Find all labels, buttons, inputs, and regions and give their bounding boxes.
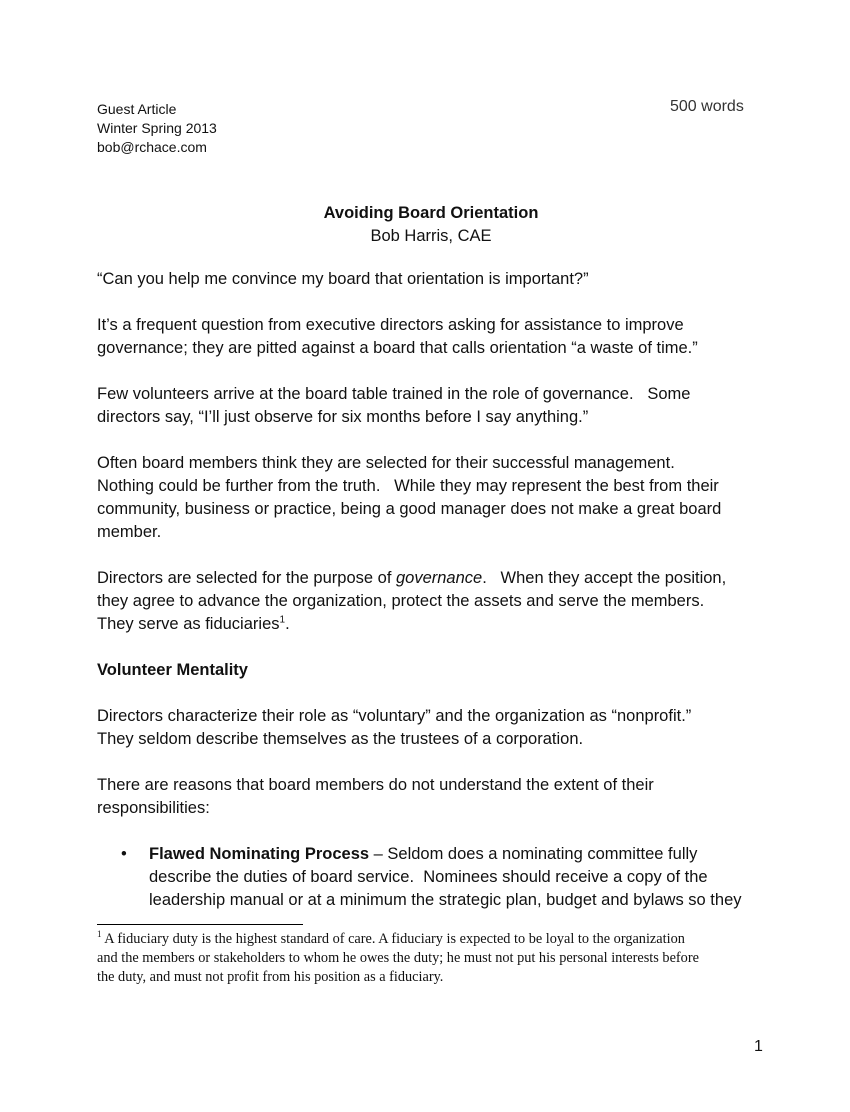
footnote	[97, 930, 777, 987]
article-title: Avoiding Board Orientation	[323, 204, 539, 222]
footnote-marker: 1	[97, 929, 102, 940]
paragraph-line: It’s a frequent question from executive directors asking for assistance to improve	[97, 316, 684, 334]
text-run: – Seldom does a nominating committee fully	[369, 845, 698, 863]
header-info	[97, 100, 217, 157]
bullet-marker: •	[121, 845, 127, 863]
footnote-divider	[97, 924, 303, 925]
text-run: . When they accept the position,	[482, 569, 727, 587]
paragraph-line: leadership manual or at a minimum the strategic plan, budget and bylaws so they	[149, 891, 742, 909]
footnote-reference: 1	[279, 614, 286, 626]
paragraph-line: Nothing could be further from the truth. While they may represent the best from their	[97, 477, 719, 495]
reasons-list	[97, 843, 777, 912]
paragraph-line: “Can you help me convince my board that orientation is important?”	[97, 270, 589, 288]
paragraph-line: member.	[97, 523, 162, 541]
paragraph-5	[97, 567, 777, 636]
paragraph-1	[97, 268, 777, 291]
paragraph-2	[97, 314, 777, 360]
paragraph-line: Often board members think they are selected for their successful management.	[97, 454, 675, 472]
paragraph-line: directors say, “I’ll just observe for six months before I say anything.”	[97, 408, 589, 426]
paragraph-line: they agree to advance the organization, protect the assets and serve the members.	[97, 592, 705, 610]
text-run: A fiduciary duty is the highest standard of care. A fiduciary is expected to be loyal to the organization	[101, 931, 685, 947]
paragraph-line: responsibilities:	[97, 799, 210, 817]
bullet-heading: Flawed Nominating Process	[149, 845, 370, 863]
page-number: 1	[754, 1038, 763, 1055]
list-item	[97, 843, 777, 912]
section-heading: Volunteer Mentality	[97, 661, 248, 679]
emphasis-governance: governance	[395, 569, 483, 587]
issue-date: Winter Spring 2013	[97, 120, 217, 136]
word-count: 500 words	[670, 98, 744, 115]
paragraph-line: governance; they are pitted against a board that calls orientation “a waste of time.”	[97, 339, 698, 357]
paragraph-line	[97, 567, 777, 590]
paragraph-line	[149, 843, 777, 866]
text-run: They serve as fiduciaries	[97, 615, 280, 633]
paragraph-7	[97, 774, 777, 820]
paragraph-line: Directors characterize their role as “voluntary” and the organization as “nonprofit.”	[97, 707, 692, 725]
paragraph-line: They seldom describe themselves as the trustees of a corporation.	[97, 730, 584, 748]
article-type: Guest Article	[97, 101, 177, 117]
footnote-line: the duty, and must not profit from his position as a fiduciary.	[97, 969, 444, 985]
footnote-line: and the members or stakeholders to whom he owes the duty; he must not put his personal interests before	[97, 950, 699, 966]
text-run: .	[285, 615, 290, 633]
text-run: Directors are selected for the purpose of	[97, 569, 396, 587]
paragraph-line: Few volunteers arrive at the board table trained in the role of governance. Some	[97, 385, 691, 403]
paragraph-line: community, business or practice, being a good manager does not make a great board	[97, 500, 722, 518]
article-author: Bob Harris, CAE	[370, 227, 492, 245]
paragraph-3	[97, 383, 777, 429]
author-email: bob@rchace.com	[97, 139, 207, 155]
paragraph-4	[97, 452, 777, 544]
paragraph-6	[97, 705, 777, 751]
paragraph-line	[97, 613, 777, 636]
title-block	[0, 202, 850, 248]
paragraph-line: describe the duties of board service. Nominees should receive a copy of the	[149, 868, 708, 886]
footnote-line	[97, 930, 777, 949]
paragraph-line: There are reasons that board members do not understand the extent of their	[97, 776, 654, 794]
article-body	[97, 268, 777, 912]
